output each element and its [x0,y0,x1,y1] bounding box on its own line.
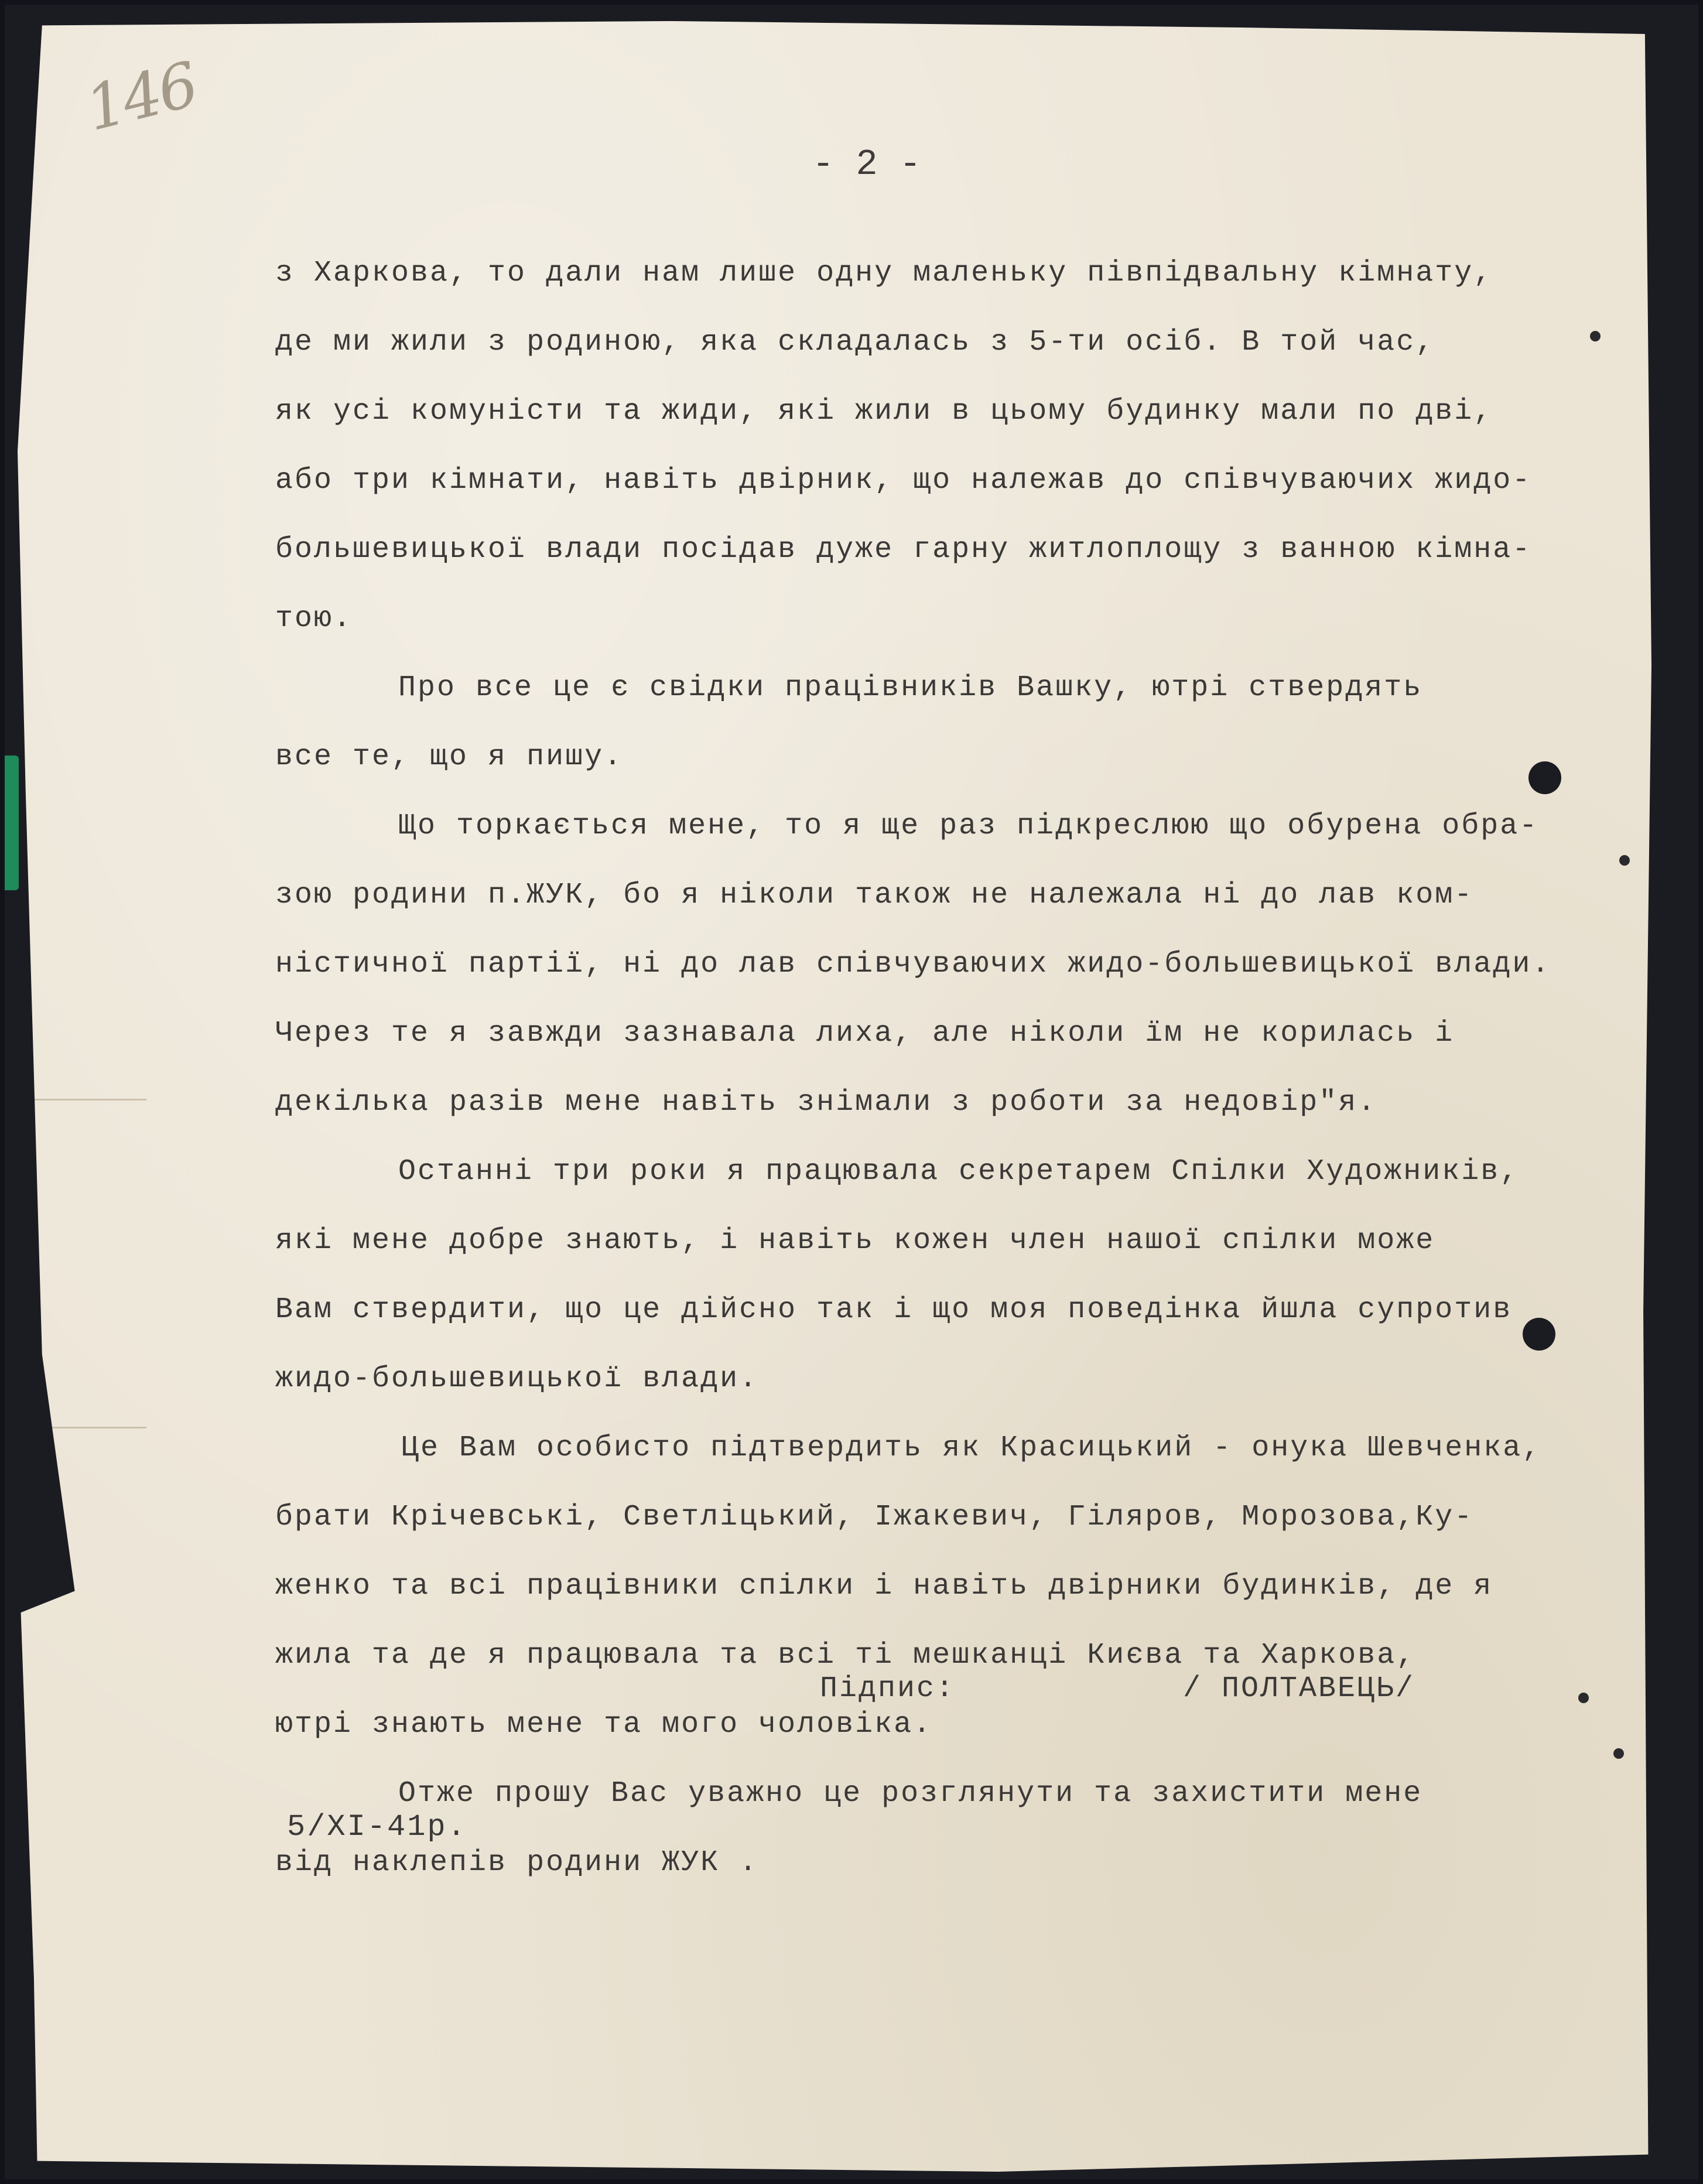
text-line: Останні три роки я працювала секретарем Спілки Художників, [398,1155,1520,1188]
text-line: які мене добре знають, і навіть кожен член нашої спілки може [275,1224,1435,1257]
document-date: 5/XI-41р. [287,1810,467,1844]
text-line: декілька разів мене навіть знімали з роботи за недовір"я. [275,1086,1377,1119]
text-line: ністичної партії, ні до лав співчуваючих жидо-большевицької влади. [275,948,1551,981]
text-line: жила та де я працювала та всі ті мешканці Києва та Харкова, [275,1639,1416,1672]
letter-body [275,239,1640,1898]
text-line: де ми жили з родиною, яка складалась з 5-ти осіб. В той час, [275,326,1435,359]
text-line: або три кімнати, навіть двірник, що належав до співчуваючих жидо- [275,464,1532,497]
text-line: все те, що я пишу. [275,740,624,774]
text-line: Що торкається мене, то я ще раз підкреслюю що обурена обра- [398,809,1539,843]
page-number: - 2 - [812,143,922,185]
signature-block [820,1672,1464,1725]
archive-tab [0,756,19,890]
text-line: Отже прошу Вас уважно це розглянути та захистити мене [398,1777,1423,1810]
signature-label: Підпис: [820,1672,956,1705]
paper-fold [18,1099,146,1100]
paper-fold [18,1427,146,1428]
text-line: Це Вам особисто підтвердить як Красицький - онука Шевченка, [401,1431,1542,1465]
text-line: як усі комуністи та жиди, які жили в цьому будинку мали по дві, [275,395,1493,428]
text-line: женко та всі працівники спілки і навіть двірники будинків, де я [275,1570,1493,1603]
text-line: Про все це є свідки працівників Вашку, ютрі ствердять [398,671,1423,705]
text-line: большевицької влади посідав дуже гарну житлоплощу з ванною кімна- [275,533,1532,566]
text-line: тою. [275,602,353,635]
signature-name: / ПОЛТАВЕЦЬ/ [1183,1672,1415,1705]
archive-number: 146 [78,49,203,145]
text-line: Через те я завжди зазнавала лиха, але ніколи їм не корилась і [275,1017,1455,1050]
text-line: ютрі знають мене та мого чоловіка. [275,1708,933,1741]
text-line: зою родини п.ЖУК, бо я ніколи також не належала ні до лав ком- [275,879,1474,912]
text-line: з Харкова, то дали нам лише одну маленьку півпідвальну кімнату, [275,257,1493,290]
text-line: жидо-большевицької влади. [275,1362,759,1396]
text-line: Вам ствердити, що це дійсно так і що моя поведінка йшла супротив [275,1293,1513,1327]
text-line: брати Крічевські, Светліцький, Іжакевич, Гіляров, Морозова,Ку- [275,1501,1474,1534]
text-line: від наклепів родини ЖУК . [275,1846,759,1879]
